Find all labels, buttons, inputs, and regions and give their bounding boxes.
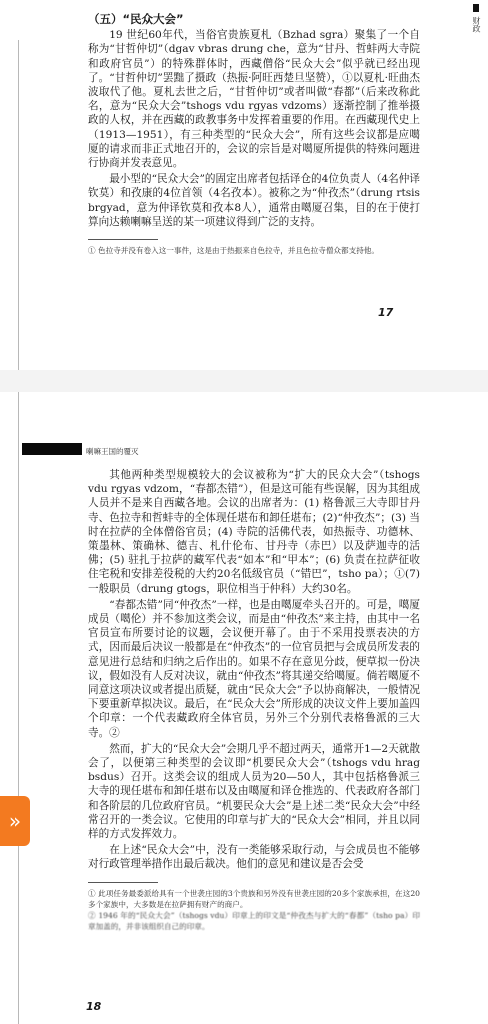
section-title: （五）“民众大会” [88, 12, 184, 26]
paragraph: “春都杰错”同“仲孜杰”一样，也是由噶厦牵头召开的。可是，噶厦成员（噶伦）并不参加这类会议，而是由“仲孜杰”来主持，由其中一名官员宣布所要讨论的议题，会议便开幕了。由于不采用投票表决的方式，因而最后决议一般都是在“仲孜杰”的一位官员把与会成员所发表的意见进行总结和归纳之后作出的。如果不存在意见分歧，便草拟一份决议，假如没有人反对决议，就由“仲孜杰”将其递交给噶厦。倘若噶厦不同意这项决议或者提出质疑，就由“民众大会”予以协商解决，一般情况下要重新草拟决议。最后，在“民众大会”所形成的决议文件上要加盖四个印章：一个代表藏政府全体官员，另外三个分别代表格鲁派的三大寺。② [88, 598, 420, 739]
paragraph: 其他两种类型规模较大的会议被称为“扩大的民众大会”（tshogs vdu rgyas vdzom，“春都杰错”），但是这可能有些误解，因为其组成人员并不是来自西藏各地。会议的出席者为：(1) 格鲁派三大寺即甘丹寺、色拉寺和哲蚌寺的全体现任堪布和卸任堪布；(2)“仲孜杰”；(3) 当时在拉萨的全体僧俗官员；(4) 寺院的活佛代表，如热振寺、功德林、策墨林、策确林、德吉、札什伦布、甘丹寺（赤巴）以及萨迦寺的活佛；(5) 驻扎于拉萨的藏军代表“如本”和“甲本”；(6) 负责在拉萨征收住宅税和安排差役税的大约20名低级官员（“错巴”，tsho pa）；①(7) 一般职员（drung gtogs，职位相当于仲科）大约30名。 [88, 469, 421, 595]
page-number: 18 [86, 1000, 102, 1013]
page-gap [0, 370, 488, 392]
page-number: 17 [378, 306, 394, 319]
page-17 [0, 0, 488, 370]
header-black-bar [22, 443, 82, 455]
top-page-content [88, 12, 420, 256]
paragraph: 然而，扩大的“民众大会”会期几乎不超过两天，通常开1—2天就散会了，以便第三种类型的会议即“机要民众大会”（tshogs vdu hrag bsdus）召开。这类会议的组成人员为20—50人，其中包括格鲁派三大寺的现任堪布和卸任堪布以及由噶厦和译仓推选的、代表政府各部门和各阶层的几位政府官员。“机要民众大会”是上述二类“民众大会”中经常召开的一类会议。它使用的印章与扩大的“民众大会”相同，并且以同样的方式发挥效力。 [88, 742, 420, 841]
scan-edge-line [18, 40, 19, 370]
double-chevron-right-icon: » [8, 809, 22, 833]
scan-edge-line [18, 392, 19, 1024]
footnote: ① 色拉寺并没有卷入这一事件，这是由于热振来自色拉寺，并且色拉寺僧众都支持他。 [88, 246, 379, 256]
expand-sidebar-button[interactable] [0, 796, 30, 846]
paragraph: 19 世纪60年代，当俗官贵族夏札（Bzhad sgra）聚集了一个自称为“甘哲仲切”（dgav vbras drung che，意为“甘丹、哲蚌两大寺院和政府官员”）的特殊群体时，西藏僧俗“民众大会”似乎就已经出现了。“甘哲仲切”罢黜了摄政（热振·阿旺西楚旦坚赞），①以夏札·旺曲杰波取代了他。夏札去世之后，“甘哲仲切”或者叫做“春都”（后来改称此名，意为“民众大会”tshogs vdu rgyas vdzoms）逐渐控制了推举摄政的人权，并在西藏的政教事务中发挥着重要的作用。在西藏现代史上（1913—1951），有三种类型的“民众大会”，所有这些会议都是应噶厦的请求而非正式地召开的，会议的宗旨是对噶厦所提供的特殊问题进行协商并发表意见。 [88, 29, 420, 170]
side-header-text: 财政 [472, 16, 481, 33]
bottom-page-content [88, 468, 420, 932]
paragraph: 最小型的“民众大会”的固定出席者包括译仓的4位负责人（4名仲译钦莫）和孜康的4位首领（4名孜本）。被称之为“仲孜杰”（drung rtsis brgyad，意为仲译钦莫和孜本8人），通常由噶厦召集，目的在于使打算向达赖喇嘛呈送的某一项建议得到广泛的支持。 [88, 173, 420, 228]
paragraph: 在上述“民众大会”中，没有一类能够采取行动，与会成员也不能够对行政管理举措作出最后裁决。他们的意见和建议是否会受 [88, 844, 420, 871]
footnote-rule [88, 882, 158, 883]
header-mark [473, 4, 479, 12]
footnote: ② 1946 年的“民众大会”（tshogs vdu）印章上的印文是“仲孜杰与扩大的“春都”（tsho pa）印章加盖的，并非该组织自己的印章。 [88, 910, 420, 931]
side-running-header [471, 4, 482, 33]
footnote: ① 此项任务最委派给具有一个世袭庄园的3个贵族和另外没有世袭庄园的20多个家族承担，在这20多个家族中，大多数是在拉萨拥有财产的商户。 [88, 888, 420, 909]
running-head: 喇嘛王国的覆灭 [86, 447, 139, 456]
footnote-rule [88, 239, 158, 240]
